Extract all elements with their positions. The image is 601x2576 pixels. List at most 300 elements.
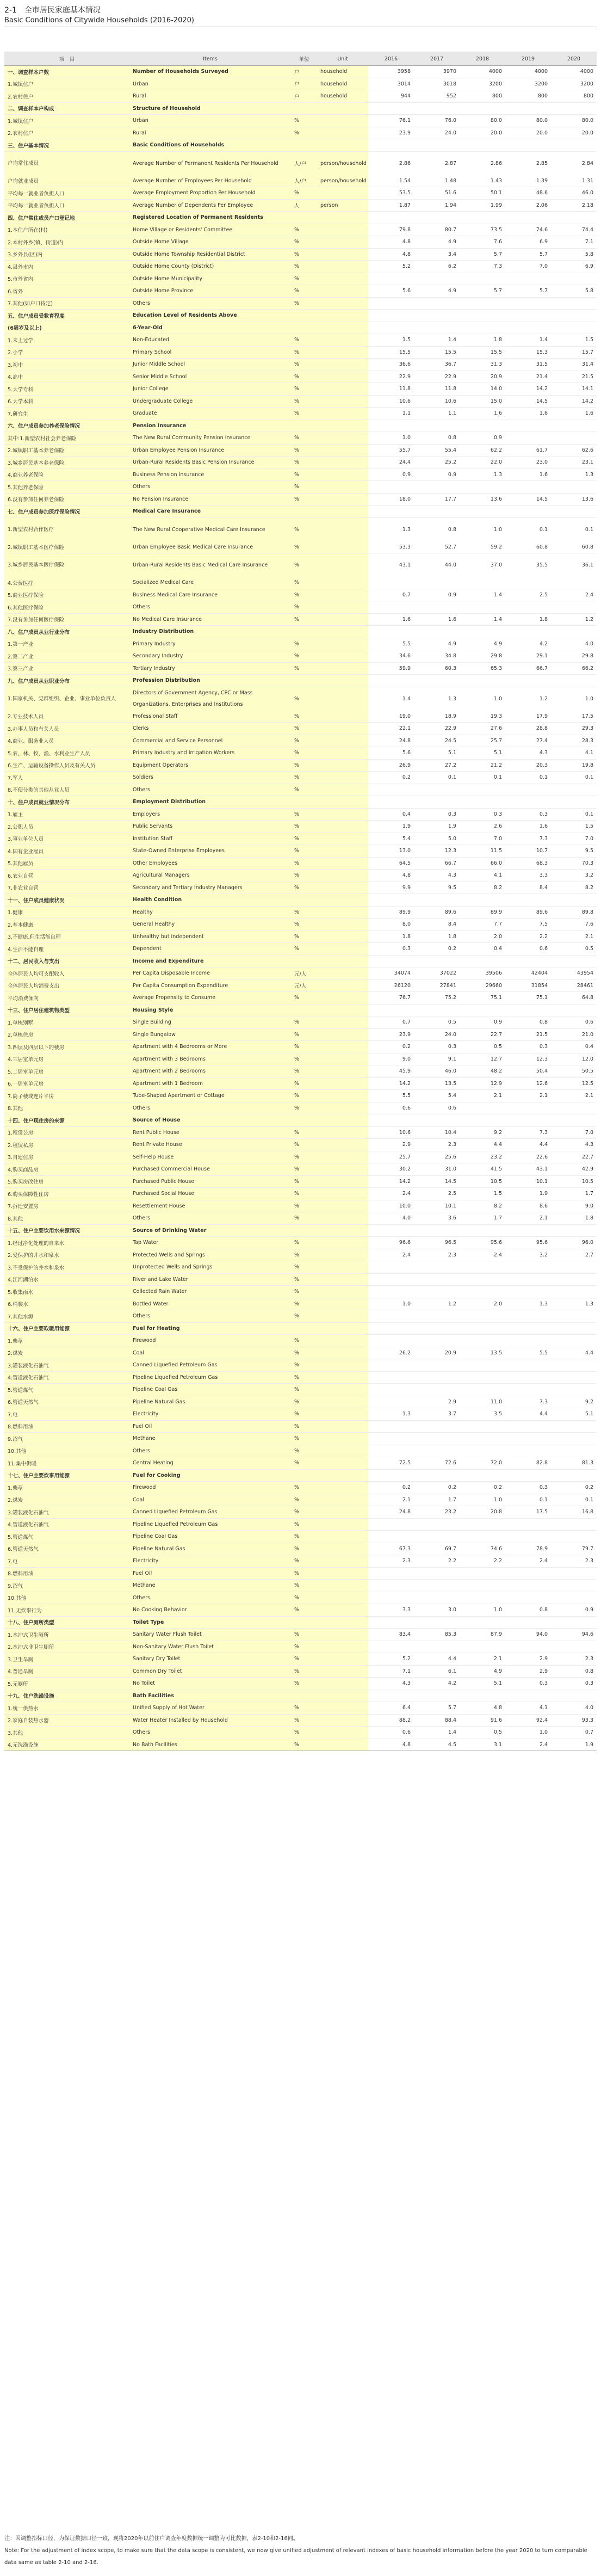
table-row xyxy=(4,870,597,882)
value-cell: 1.54 xyxy=(368,175,414,187)
row-label-cn: 6.生产、运输设备操作人员及有关人员 xyxy=(4,759,129,772)
value-cell: 87.9 xyxy=(460,1629,505,1641)
value-cell: 1.0 xyxy=(460,1604,505,1617)
table-row xyxy=(4,346,597,359)
row-unit-en xyxy=(317,236,368,249)
row-unit-cn: % xyxy=(291,1359,317,1372)
row-unit-cn: % xyxy=(291,613,317,626)
row-label-en: Non-Sanitary Water Flush Toilet xyxy=(129,1641,291,1653)
row-unit-cn xyxy=(291,1616,317,1629)
row-unit-cn: % xyxy=(291,601,317,614)
row-label-en: Urban-Rural Residents Basic Medical Care Insurance xyxy=(129,553,291,577)
row-unit-cn: % xyxy=(291,870,317,882)
row-unit-en xyxy=(317,359,368,371)
value-cell xyxy=(368,1335,414,1347)
row-unit-cn: % xyxy=(291,906,317,919)
row-unit-en xyxy=(317,723,368,735)
value-cell: 0.2 xyxy=(368,1041,414,1053)
row-label-cn: 平均每一就业者负担人口 xyxy=(4,199,129,212)
value-cell: 2.4 xyxy=(505,1739,551,1751)
row-unit-cn: % xyxy=(291,1408,317,1421)
value-cell: 4.9 xyxy=(460,638,505,650)
row-unit-en xyxy=(317,1384,368,1396)
value-cell xyxy=(368,322,414,334)
value-cell: 2.86 xyxy=(368,151,414,175)
row-label-en: The New Rural Cooperative Medical Care Insurance xyxy=(129,517,291,541)
table-row xyxy=(4,1200,597,1212)
value-cell: 1.94 xyxy=(414,199,460,212)
row-label-cn: 4.县外市内 xyxy=(4,261,129,273)
row-unit-cn xyxy=(291,1224,317,1237)
header-year: 2019 xyxy=(505,52,551,66)
row-label-cn: 3.第三产业 xyxy=(4,662,129,675)
row-unit-cn: % xyxy=(291,432,317,445)
value-cell xyxy=(414,1420,460,1433)
row-unit-cn: % xyxy=(291,1506,317,1519)
row-label-cn: 2.农村住户 xyxy=(4,127,129,139)
value-cell xyxy=(368,1580,414,1592)
row-label-cn: 4.商业养老保险 xyxy=(4,469,129,481)
section-row xyxy=(4,310,597,322)
row-unit-en xyxy=(317,1004,368,1016)
value-cell: 1.1 xyxy=(414,408,460,420)
row-label-en: Undergraduate College xyxy=(129,395,291,408)
value-cell: 4.8 xyxy=(368,248,414,261)
value-cell: 0.1 xyxy=(551,772,597,784)
row-unit-en xyxy=(317,1494,368,1506)
table-row xyxy=(4,481,597,494)
value-cell xyxy=(551,102,597,115)
value-cell: 55.4 xyxy=(414,444,460,457)
value-cell xyxy=(551,1592,597,1604)
row-label-cn: 8.其他 xyxy=(4,1212,129,1225)
row-label-en: Single Building xyxy=(129,1016,291,1029)
row-label-en: Per Capita Consumption Expenditure xyxy=(129,979,291,992)
row-unit-en xyxy=(317,481,368,494)
value-cell: 7.3 xyxy=(505,1396,551,1408)
table-row xyxy=(4,469,597,481)
value-cell: 14.5 xyxy=(505,395,551,408)
value-cell: 43.1 xyxy=(505,1163,551,1176)
row-label-en: Fuel Oil xyxy=(129,1567,291,1580)
table-row xyxy=(4,432,597,445)
row-unit-en xyxy=(317,1727,368,1739)
value-cell: 12.9 xyxy=(460,1077,505,1090)
row-unit-cn: % xyxy=(291,723,317,735)
row-label-cn: 平均消费倾向 xyxy=(4,992,129,1004)
value-cell xyxy=(551,955,597,967)
row-label-cn: 2.本村外乡(镇、街道)内 xyxy=(4,236,129,249)
row-unit-en xyxy=(317,1555,368,1568)
row-unit-en xyxy=(317,675,368,687)
value-cell: 3.2 xyxy=(551,870,597,882)
value-cell: 5.7 xyxy=(505,248,551,261)
value-cell: 2.1 xyxy=(551,930,597,943)
value-cell xyxy=(368,1322,414,1335)
value-cell: 89.6 xyxy=(414,906,460,919)
value-cell: 1.4 xyxy=(368,687,414,711)
row-label-en: Fuel for Cooking xyxy=(129,1469,291,1482)
row-unit-en xyxy=(317,1298,368,1310)
row-unit-en xyxy=(317,432,368,445)
value-cell xyxy=(460,310,505,322)
row-unit-en xyxy=(317,808,368,821)
value-cell: 67.3 xyxy=(368,1543,414,1555)
value-cell xyxy=(414,297,460,310)
value-cell: 1.3 xyxy=(368,1408,414,1421)
row-unit-cn: % xyxy=(291,444,317,457)
row-label-en: Firewood xyxy=(129,1335,291,1347)
row-unit-cn xyxy=(291,212,317,224)
row-label-en: Equipment Operators xyxy=(129,759,291,772)
value-cell: 6.4 xyxy=(368,1702,414,1715)
value-cell: 2.4 xyxy=(368,1249,414,1261)
value-cell: 29.3 xyxy=(551,723,597,735)
row-label-en: Healthy xyxy=(129,906,291,919)
value-cell: 10.1 xyxy=(414,1200,460,1212)
row-unit-cn: % xyxy=(291,553,317,577)
row-unit-cn: % xyxy=(291,759,317,772)
value-cell xyxy=(368,796,414,809)
value-cell: 37022 xyxy=(414,967,460,980)
value-cell: 2.7 xyxy=(551,1249,597,1261)
value-cell xyxy=(368,1359,414,1372)
row-unit-cn: % xyxy=(291,1298,317,1310)
value-cell xyxy=(505,273,551,285)
row-label-cn: 4.高中 xyxy=(4,371,129,383)
value-cell: 0.1 xyxy=(551,517,597,541)
row-label-cn: (6周岁及以上) xyxy=(4,322,129,334)
value-cell xyxy=(368,1690,414,1702)
value-cell xyxy=(460,626,505,638)
table-row xyxy=(4,857,597,870)
row-label-cn: 6.省外 xyxy=(4,285,129,298)
row-label-en: Source of House xyxy=(129,1114,291,1127)
value-cell: 19.3 xyxy=(460,711,505,723)
value-cell: 62.6 xyxy=(551,444,597,457)
value-cell xyxy=(414,310,460,322)
value-cell xyxy=(505,1359,551,1372)
row-label-en: No Bath Facilities xyxy=(129,1739,291,1751)
value-cell: 20.8 xyxy=(460,1506,505,1519)
value-cell: 48.2 xyxy=(460,1065,505,1078)
value-cell: 0.1 xyxy=(460,772,505,784)
row-label-cn: 一、调查样本户数 xyxy=(4,66,129,78)
value-cell: 64.5 xyxy=(368,857,414,870)
row-unit-en xyxy=(317,1347,368,1359)
row-label-en: Others xyxy=(129,1592,291,1604)
value-cell xyxy=(460,577,505,589)
row-unit-en xyxy=(317,1053,368,1065)
row-unit-en xyxy=(317,711,368,723)
value-cell: 5.7 xyxy=(460,248,505,261)
value-cell: 28.3 xyxy=(551,735,597,747)
value-cell xyxy=(414,1273,460,1286)
row-label-cn: 八、住户成员从业行业分布 xyxy=(4,626,129,638)
value-cell xyxy=(505,1261,551,1274)
row-unit-en xyxy=(317,1335,368,1347)
row-unit-en xyxy=(317,577,368,589)
row-label-cn: 十四、住户现住房的来源 xyxy=(4,1114,129,1127)
value-cell: 7.5 xyxy=(505,919,551,931)
value-cell: 45.9 xyxy=(368,1065,414,1078)
row-unit-en xyxy=(317,334,368,347)
row-label-cn: 6.大学本科 xyxy=(4,395,129,408)
row-label-cn: 6.农业自营 xyxy=(4,870,129,882)
value-cell: 8.2 xyxy=(460,882,505,894)
row-label-en: Urban Employee Pension Insurance xyxy=(129,444,291,457)
table-row xyxy=(4,90,597,103)
row-label-cn: 六、住户成员参加养老保险情况 xyxy=(4,420,129,432)
value-cell: 10.1 xyxy=(505,1175,551,1188)
row-unit-en xyxy=(317,297,368,310)
value-cell: 4.0 xyxy=(551,638,597,650)
value-cell: 1.7 xyxy=(460,1212,505,1225)
row-label-cn: 5.大学专科 xyxy=(4,383,129,396)
value-cell: 0.8 xyxy=(414,517,460,541)
row-label-en: Collected Rain Water xyxy=(129,1286,291,1298)
value-cell xyxy=(414,577,460,589)
row-label-cn: 十九、住户洗澡设施 xyxy=(4,1690,129,1702)
value-cell: 1.3 xyxy=(551,1298,597,1310)
value-cell xyxy=(551,1261,597,1274)
value-cell xyxy=(460,1004,505,1016)
value-cell: 4.9 xyxy=(414,638,460,650)
note-en: Note: For the adjustment of index scope, to make sure that the data scope is consistent, we now give unified adjustment of relevant indexes of basic household information before the year 2020 to turn comparable data same as table 2-10 and 2-16. xyxy=(4,2548,587,2566)
value-cell xyxy=(505,1224,551,1237)
row-label-cn: 2.城镇职工基本医疗保险 xyxy=(4,541,129,553)
table-row xyxy=(4,821,597,833)
row-unit-cn: % xyxy=(291,930,317,943)
value-cell: 2.0 xyxy=(460,1298,505,1310)
value-cell xyxy=(368,955,414,967)
value-cell: 36.6 xyxy=(368,359,414,371)
value-cell: 12.5 xyxy=(551,1077,597,1090)
table-row xyxy=(4,1139,597,1151)
table-row xyxy=(4,930,597,943)
row-unit-en xyxy=(317,979,368,992)
table-row xyxy=(4,1212,597,1225)
value-cell: 2.3 xyxy=(551,1653,597,1666)
value-cell xyxy=(460,1592,505,1604)
row-unit-cn xyxy=(291,1690,317,1702)
value-cell xyxy=(551,1445,597,1457)
table-row xyxy=(4,1653,597,1666)
header-year: 2018 xyxy=(460,52,505,66)
table-row xyxy=(4,1433,597,1445)
row-label-cn: 3.其他 xyxy=(4,1727,129,1739)
row-label-en: Canned Liquefied Petroleum Gas xyxy=(129,1506,291,1519)
household-statistics-table xyxy=(4,52,597,1751)
row-label-cn: 2.租赁私房 xyxy=(4,1139,129,1151)
row-label-en: Protected Wells and Springs xyxy=(129,1249,291,1261)
row-label-cn: 4.无洗澡设施 xyxy=(4,1739,129,1751)
value-cell: 95.6 xyxy=(460,1237,505,1249)
row-label-en: Unhealthy but Independent xyxy=(129,930,291,943)
value-cell: 24.8 xyxy=(368,1506,414,1519)
value-cell: 27.2 xyxy=(414,759,460,772)
value-cell xyxy=(505,481,551,494)
row-unit-cn: % xyxy=(291,1310,317,1323)
value-cell: 31.0 xyxy=(414,1163,460,1176)
row-label-cn: 2.煤炭 xyxy=(4,1347,129,1359)
table-row xyxy=(4,1188,597,1200)
value-cell: 2.2 xyxy=(460,1555,505,1568)
row-unit-en xyxy=(317,261,368,273)
header-item-en: Items xyxy=(129,52,291,66)
value-cell: 4.3 xyxy=(551,1139,597,1151)
row-label-cn: 5.无厕所 xyxy=(4,1678,129,1690)
value-cell: 5.1 xyxy=(460,747,505,760)
row-label-en: Pipeline Natural Gas xyxy=(129,1396,291,1408)
row-label-cn: 1.水冲式卫生厕所 xyxy=(4,1629,129,1641)
value-cell xyxy=(414,1359,460,1372)
value-cell: 1.9 xyxy=(551,1739,597,1751)
value-cell: 88.4 xyxy=(414,1714,460,1727)
value-cell: 0.5 xyxy=(460,1041,505,1053)
row-label-en: Apartment with 3 Bedrooms xyxy=(129,1053,291,1065)
row-unit-cn: 户 xyxy=(291,78,317,90)
value-cell: 1.31 xyxy=(551,175,597,187)
row-unit-en xyxy=(317,1126,368,1139)
value-cell xyxy=(460,1641,505,1653)
row-unit-en xyxy=(317,589,368,601)
value-cell xyxy=(505,1335,551,1347)
row-label-en: Secondary Industry xyxy=(129,650,291,663)
value-cell xyxy=(368,1310,414,1323)
row-label-cn: 5.购买房改住房 xyxy=(4,1175,129,1188)
row-unit-en xyxy=(317,1641,368,1653)
value-cell xyxy=(505,1102,551,1114)
value-cell xyxy=(551,1616,597,1629)
value-cell: 2.3 xyxy=(414,1249,460,1261)
value-cell: 1.8 xyxy=(551,1212,597,1225)
value-cell: 20.3 xyxy=(505,759,551,772)
row-unit-en xyxy=(317,1041,368,1053)
row-label-cn: 十一、住户成员健康状况 xyxy=(4,894,129,907)
row-unit-cn: % xyxy=(291,1592,317,1604)
value-cell: 0.2 xyxy=(551,1482,597,1494)
row-unit-en xyxy=(317,1396,368,1408)
value-cell: 4.2 xyxy=(414,1678,460,1690)
row-unit-cn: % xyxy=(291,1016,317,1029)
row-unit-en xyxy=(317,687,368,711)
row-label-en: Profession Distribution xyxy=(129,675,291,687)
value-cell: 1.99 xyxy=(460,199,505,212)
row-label-en: Bath Facilities xyxy=(129,1690,291,1702)
value-cell: 8.2 xyxy=(460,1200,505,1212)
value-cell: 85.3 xyxy=(414,1629,460,1641)
row-unit-en xyxy=(317,1469,368,1482)
row-label-en: Unprotected Wells and Springs xyxy=(129,1261,291,1274)
value-cell xyxy=(368,1445,414,1457)
table-subtitle: Basic Conditions of Citywide Households (2016-2020) xyxy=(4,16,194,24)
row-label-en: Pipeline Liquefied Petroleum Gas xyxy=(129,1371,291,1384)
row-unit-cn: % xyxy=(291,577,317,589)
row-label-en: Junior Middle School xyxy=(129,359,291,371)
value-cell xyxy=(551,1469,597,1482)
row-unit-en xyxy=(317,1224,368,1237)
value-cell: 21.0 xyxy=(551,1028,597,1041)
row-label-cn: 7.其他(如户口待定) xyxy=(4,297,129,310)
row-unit-cn: % xyxy=(291,589,317,601)
row-unit-cn xyxy=(291,1114,317,1127)
value-cell xyxy=(460,273,505,285)
row-label-cn: 2.家庭自装热水器 xyxy=(4,1714,129,1727)
value-cell: 17.9 xyxy=(505,711,551,723)
value-cell xyxy=(460,1371,505,1384)
row-label-en: Average Number of Dependents Per Employee xyxy=(129,199,291,212)
table-row xyxy=(4,1739,597,1751)
row-label-cn: 2.第二产业 xyxy=(4,650,129,663)
value-cell xyxy=(505,675,551,687)
row-label-en: Business Pension Insurance xyxy=(129,469,291,481)
value-cell: 28.8 xyxy=(505,723,551,735)
value-cell: 41.5 xyxy=(460,1163,505,1176)
row-unit-cn: % xyxy=(291,1384,317,1396)
row-label-en: Others xyxy=(129,297,291,310)
value-cell: 3.2 xyxy=(505,1249,551,1261)
row-label-cn: 4.生活不能自理 xyxy=(4,943,129,956)
value-cell: 37.0 xyxy=(460,553,505,577)
row-unit-en xyxy=(317,248,368,261)
row-label-cn: 2.公职人员 xyxy=(4,821,129,833)
table-row xyxy=(4,1555,597,1568)
value-cell: 70.3 xyxy=(551,857,597,870)
value-cell: 2.87 xyxy=(414,151,460,175)
value-cell xyxy=(414,894,460,907)
row-label-cn: 1.单栋别墅 xyxy=(4,1016,129,1029)
row-unit-en xyxy=(317,1212,368,1225)
row-label-cn: 2.城镇职工基本养老保险 xyxy=(4,444,129,457)
row-label-en: Methane xyxy=(129,1580,291,1592)
row-label-en: Resettlement House xyxy=(129,1200,291,1212)
value-cell: 0.6 xyxy=(368,1102,414,1114)
row-unit-cn: % xyxy=(291,127,317,139)
value-cell: 5.8 xyxy=(551,248,597,261)
row-label-cn: 4.三居室单元房 xyxy=(4,1053,129,1065)
row-label-cn: 其中:1.新型农村社会养老保险 xyxy=(4,432,129,445)
table-row xyxy=(4,711,597,723)
value-cell: 66.0 xyxy=(460,857,505,870)
value-cell: 21.5 xyxy=(505,1028,551,1041)
row-label-cn: 6.管道天然气 xyxy=(4,1543,129,1555)
value-cell: 4.9 xyxy=(414,285,460,298)
value-cell: 2.4 xyxy=(505,1555,551,1568)
row-unit-cn: % xyxy=(291,1335,317,1347)
row-unit-en xyxy=(317,383,368,396)
value-cell: 4.3 xyxy=(368,1678,414,1690)
row-unit-en xyxy=(317,1616,368,1629)
value-cell: 5.8 xyxy=(551,285,597,298)
row-unit-en xyxy=(317,894,368,907)
value-cell: 10.6 xyxy=(368,1126,414,1139)
table-row xyxy=(4,1494,597,1506)
row-label-en: Self-Help House xyxy=(129,1151,291,1163)
row-label-cn: 7.研究生 xyxy=(4,408,129,420)
table-row xyxy=(4,1273,597,1286)
row-unit-cn: % xyxy=(291,1126,317,1139)
row-unit-cn: % xyxy=(291,273,317,285)
row-label-en: Pipeline Liquefied Petroleum Gas xyxy=(129,1518,291,1531)
row-unit-en xyxy=(317,1188,368,1200)
value-cell xyxy=(505,1433,551,1445)
table-row xyxy=(4,1506,597,1519)
table-row xyxy=(4,1445,597,1457)
value-cell: 12.6 xyxy=(505,1077,551,1090)
row-unit-en xyxy=(317,870,368,882)
row-label-cn: 九、住户成员从业职业分布 xyxy=(4,675,129,687)
